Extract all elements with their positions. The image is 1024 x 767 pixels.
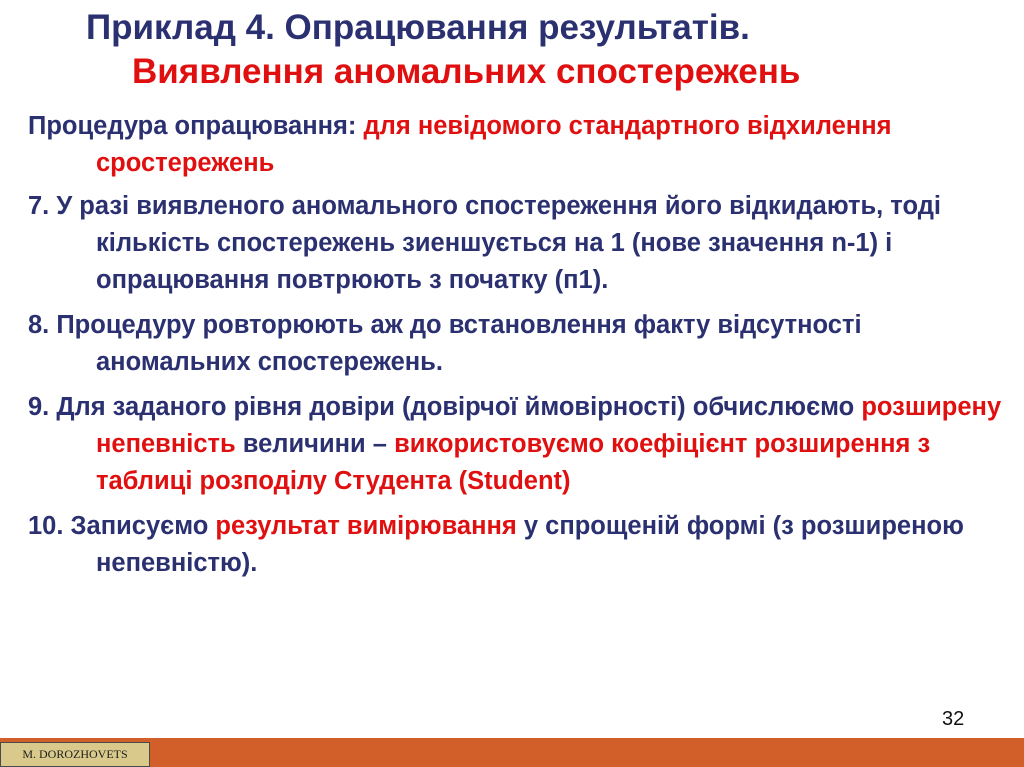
paragraph-step-10 xyxy=(28,508,1008,582)
highlight-segment: результат вимірювання xyxy=(215,512,517,540)
slide-body xyxy=(28,108,1008,590)
paragraph-step-8 xyxy=(28,307,1008,381)
text-segment: у спрощеній формі (з розширеною непевністю). xyxy=(96,512,964,577)
author-label: M. DOROZHOVETS xyxy=(0,742,150,767)
paragraph-step-7 xyxy=(28,188,1008,299)
text-segment: 10. Записуємо xyxy=(28,512,216,540)
text-segment: 9. Для заданого рівня довіри (довірчої ймовірності) обчислюємо xyxy=(28,393,862,421)
highlight-segment: використовуємо коефіцієнт розширення з таблиці розподілу Студента (Student) xyxy=(96,430,931,495)
slide-title: Приклад 4. Опрацювання результатів. xyxy=(86,8,750,47)
text-segment: Процедура опрацювання: xyxy=(28,112,364,140)
page-number: 32 xyxy=(942,708,965,730)
paragraph-step-9 xyxy=(28,389,1008,500)
text-segment: 8. Процедуру ровторюють аж до встановлення факту відсутності аномальних спостережень. xyxy=(28,311,862,376)
paragraph-procedure xyxy=(28,108,1008,182)
highlight-segment: для невідомого стандартного відхилення сростережень xyxy=(96,112,892,177)
footer-bar xyxy=(0,738,1024,767)
slide-subtitle: Виявлення аномальних спостережень xyxy=(132,52,801,91)
text-segment: величини – xyxy=(235,430,395,458)
text-segment: 7. У разі виявленого аномального спостереження його відкидають, тоді кількість спостережень зиеншується на 1 (нове значення n-1) і опрацювання повтрюють з початку (п1). xyxy=(28,192,941,294)
highlight-segment: розширену непевність xyxy=(96,393,1002,458)
